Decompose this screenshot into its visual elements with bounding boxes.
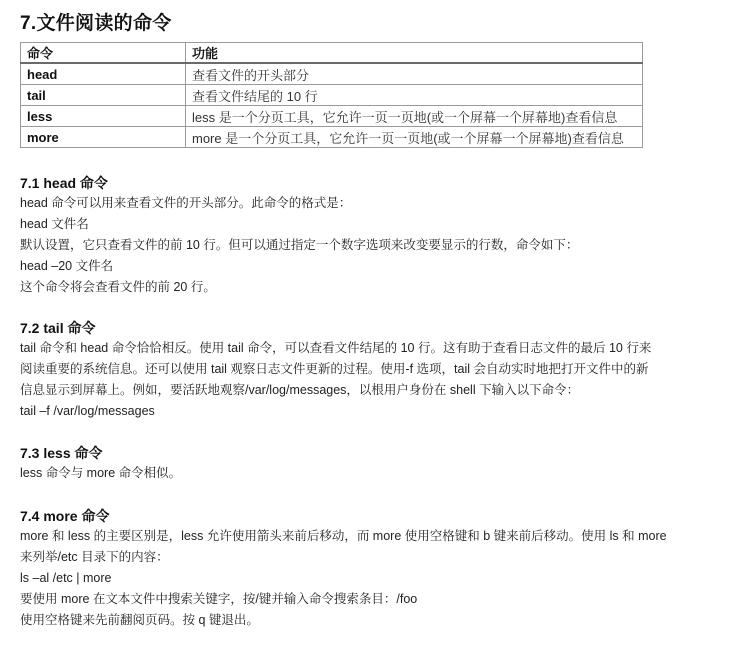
column-header-function: 功能 xyxy=(186,43,643,64)
section-less-command xyxy=(20,443,725,484)
section-heading: 7.2 tail 命令 xyxy=(20,320,96,336)
column-header-command: 命令 xyxy=(21,43,186,64)
paragraph-line: more 和 less 的主要区别是，less 允许使用箭头来前后移动，而 more 使用空格键和 b 键来前后移动。使用 ls 和 more xyxy=(20,529,667,543)
paragraph-line: 这个命令将会查看文件的前 20 行。 xyxy=(20,280,216,294)
paragraph-line: 阅读重要的系统信息。还可以使用 tail 观察日志文件更新的过程。使用-f 选项，tail 会自动实时地把打开文件中的新 xyxy=(20,362,649,376)
table-row xyxy=(21,106,643,127)
section-heading: 7.3 less 命令 xyxy=(20,445,103,461)
table-cell-command: head xyxy=(21,63,186,85)
paragraph-line: 使用空格键来先前翻阅页码。按 q 键退出。 xyxy=(20,613,259,627)
section-more-command xyxy=(20,506,725,631)
table-cell-command: more xyxy=(21,127,186,148)
section-head-command xyxy=(20,173,725,298)
table-row xyxy=(21,85,643,106)
table-cell-description: 查看文件结尾的 10 行 xyxy=(186,85,643,106)
table-cell-command: tail xyxy=(21,85,186,106)
table-cell-description: 查看文件的开头部分 xyxy=(186,63,643,85)
section-heading: 7.4 more 命令 xyxy=(20,508,110,524)
code-line: ls –al /etc | more xyxy=(20,571,112,585)
section-heading: 7.1 head 命令 xyxy=(20,175,108,191)
code-line: head –20 文件名 xyxy=(20,259,114,273)
code-line: tail –f /var/log/messages xyxy=(20,404,155,418)
section-tail-command xyxy=(20,318,725,422)
command-table xyxy=(20,42,643,148)
paragraph-line: tail 命令和 head 命令恰恰相反。使用 tail 命令，可以查看文件结尾的 10 行。这有助于查看日志文件的最后 10 行来 xyxy=(20,341,652,355)
paragraph-line: less 命令与 more 命令相似。 xyxy=(20,466,182,480)
table-row xyxy=(21,127,643,148)
paragraph-line: head 命令可以用来查看文件的开头部分。此命令的格式是： xyxy=(20,196,352,210)
table-cell-command: less xyxy=(21,106,186,127)
table-cell-description: more 是一个分页工具，它允许一页一页地(或一个屏幕一个屏幕地)查看信息 xyxy=(186,127,643,148)
code-line: head 文件名 xyxy=(20,217,89,231)
table-cell-description: less 是一个分页工具，它允许一页一页地(或一个屏幕一个屏幕地)查看信息 xyxy=(186,106,643,127)
table-header-row xyxy=(21,43,643,64)
paragraph-line: 要使用 more 在文本文件中搜索关键字，按/键并输入命令搜索条目：/foo xyxy=(20,592,418,606)
paragraph-line: 默认设置，它只查看文件的前 10 行。但可以通过指定一个数字选项来改变要显示的行数，命令如下： xyxy=(20,238,579,252)
paragraph-line: 来列举/etc 目录下的内容： xyxy=(20,550,169,564)
table-row xyxy=(21,63,643,85)
page-title: 7.文件阅读的命令 xyxy=(20,13,172,34)
paragraph-line: 信息显示到屏幕上。例如，要活跃地观察/var/log/messages，以根用户身份在 shell 下输入以下命令： xyxy=(20,383,580,397)
